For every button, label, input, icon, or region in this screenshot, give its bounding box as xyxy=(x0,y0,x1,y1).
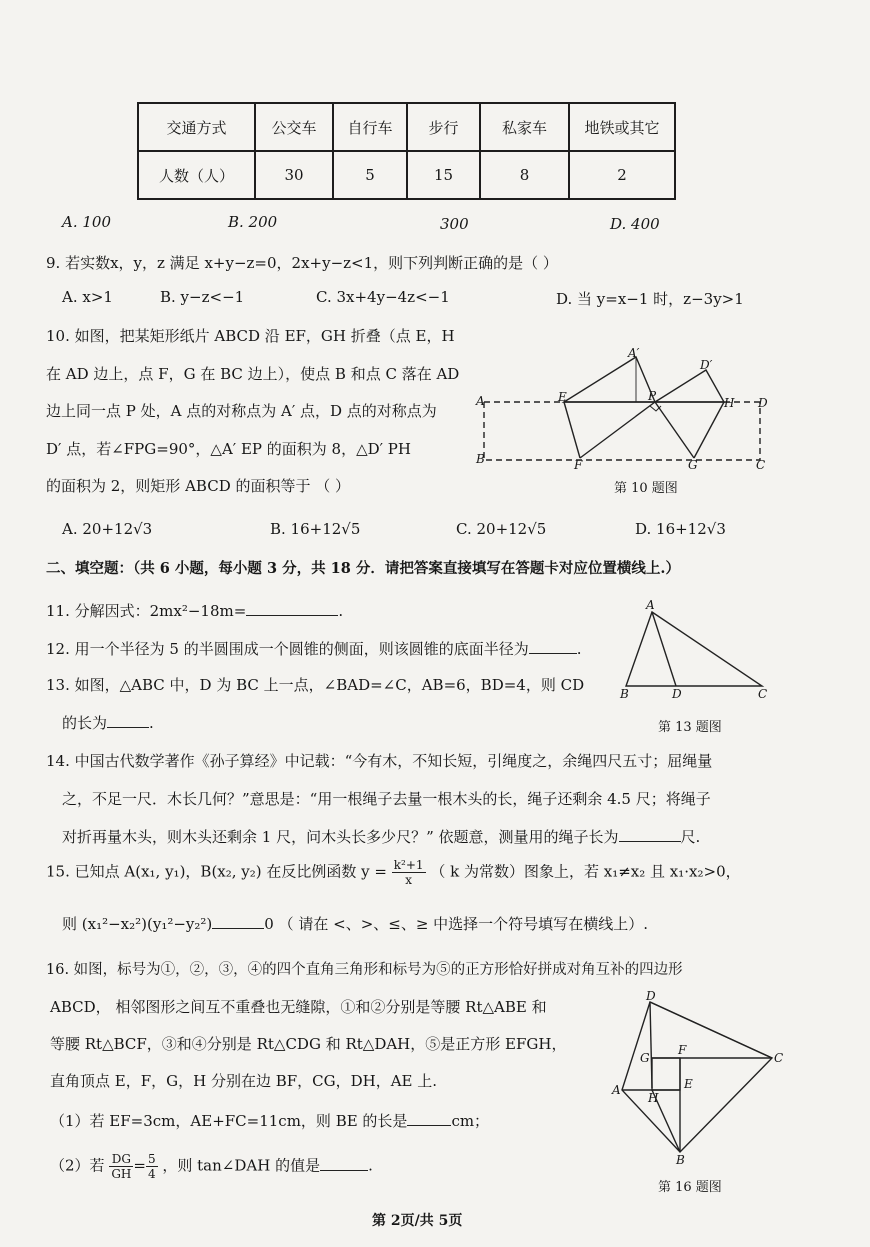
answer-blank xyxy=(529,639,577,654)
q15-fraction xyxy=(392,858,426,887)
table-cell: 交通方式 xyxy=(138,103,255,151)
fig10-label-a1: A′ xyxy=(628,346,640,360)
fig16-label-a: A xyxy=(612,1083,621,1097)
fig10-label-h: H xyxy=(724,396,735,410)
section-heading: 二、填空题：（共 6 小题，每小题 3 分，共 18 分．请把答案直接填写在答题卡对应位置横线上.） xyxy=(46,560,680,577)
fig16-label-b: B xyxy=(676,1153,685,1167)
q14-line: 之，不足一尺．木长几何？”意思是：“用一根绳子去量一根木头的长，绳子还剩余 4.5 尺；将绳子 xyxy=(62,790,711,808)
q14-unit: 尺. xyxy=(680,828,701,846)
table-cell: 私家车 xyxy=(480,103,569,151)
answer-blank xyxy=(407,1111,451,1126)
answer-blank xyxy=(320,1156,368,1171)
answer-blank xyxy=(107,713,149,728)
fig10-label-b: B xyxy=(476,452,485,466)
table-cell: 地铁或其它 xyxy=(569,103,675,151)
q16-figure xyxy=(600,990,790,1170)
q16-sub1-text: （1）若 EF=3cm，AE+FC=11cm，则 BE 的长是 xyxy=(50,1112,408,1130)
q13-text: 的长为 xyxy=(62,714,108,732)
q16-sub1 xyxy=(50,1110,489,1131)
q13-figure xyxy=(614,598,774,708)
q16-line: 16. 如图，标号为①，②，③，④的四个直角三角形和标号为⑤的正方形恰好拼成对角互补的四边形 xyxy=(46,962,683,978)
fraction-numerator: 5 xyxy=(147,1152,156,1166)
q15-text-d: 0 （ 请在 <、>、≤、≥ 中选择一个符号填写在横线上）. xyxy=(264,915,648,933)
q16-line: 直角顶点 E，F，G，H 分别在边 BF，CG，DH，AE 上. xyxy=(50,1072,438,1090)
table-cell: 步行 xyxy=(407,103,480,151)
fraction-numerator: DG xyxy=(109,1152,133,1167)
q16-sub2-text-b: ，则 tan∠DAH 的值是 xyxy=(162,1156,321,1175)
fig13-label-a: A xyxy=(646,598,655,612)
fig10-label-p: P xyxy=(648,389,657,403)
transport-table xyxy=(137,102,676,200)
q16-figure-caption: 第 16 题图 xyxy=(658,1180,722,1195)
fraction-numerator: k²+1 xyxy=(393,858,424,872)
q10-line: 边上同一点 P 处，A 点的对称点为 A′ 点，D 点的对称点为 xyxy=(46,402,437,420)
fig16-label-f: F xyxy=(678,1043,687,1057)
table-cell: 人数（人） xyxy=(138,151,255,199)
q10-option-d: D. 16+12√3 xyxy=(635,520,726,538)
table-row xyxy=(138,151,675,199)
fraction-denominator: GH xyxy=(111,1167,132,1181)
table-cell: 公交车 xyxy=(255,103,333,151)
q10-line: D′ 点，若∠FPG=90°，△A′ EP 的面积为 8，△D′ PH xyxy=(46,440,411,458)
page-number: 第 2页/共 5页 xyxy=(372,1213,463,1229)
fig13-label-d: D xyxy=(672,687,682,701)
fig16-label-h: H xyxy=(648,1091,659,1105)
table-cell: 2 xyxy=(569,151,675,199)
fig10-label-g: G xyxy=(688,458,698,472)
fig10-label-f: F xyxy=(574,458,583,472)
q9-option-a: A. x>1 xyxy=(62,288,113,306)
q10-line: 在 AD 边上，点 F，G 在 BC 边上），使点 B 和点 C 落在 AD xyxy=(46,365,460,383)
q11-text: 11. 分解因式：2mx²−18m= xyxy=(46,602,247,620)
fig16-label-d: D xyxy=(646,990,656,1003)
table-cell: 自行车 xyxy=(333,103,407,151)
q10-figure xyxy=(470,345,770,495)
q8-option-b: B. 200 xyxy=(228,213,278,231)
fig16-label-e: E xyxy=(684,1077,693,1091)
equals-sign: = xyxy=(133,1156,146,1175)
q16-sub2-text: （2）若 xyxy=(50,1156,105,1175)
table-cell: 15 xyxy=(407,151,480,199)
fig13-label-b: B xyxy=(620,687,629,701)
answer-blank xyxy=(212,914,264,929)
q10-option-a: A. 20+12√3 xyxy=(62,520,153,538)
q10-figure-caption: 第 10 题图 xyxy=(614,481,678,496)
q10-option-b: B. 16+12√5 xyxy=(270,520,361,538)
q13-figure-caption: 第 13 题图 xyxy=(658,720,722,735)
q15-text-b: （ k 为常数）图象上，若 x₁≠x₂ 且 x₁·x₂>0， xyxy=(430,862,741,881)
q8-option-a: A. 100 xyxy=(62,213,111,231)
q15-text-a: 15. 已知点 A(x₁, y₁)，B(x₂, y₂) 在反比例函数 y = xyxy=(46,862,387,881)
q16-sub1-unit: cm； xyxy=(451,1112,490,1130)
q14-text: 对折再量木头，则木头还剩余 1 尺，问木头长多少尺？” 依题意，测量用的绳子长为 xyxy=(62,828,619,846)
q10-line: 的面积为 2，则矩形 ABCD 的面积等于 （ ） xyxy=(46,477,351,495)
fraction-denominator: 4 xyxy=(147,1167,156,1181)
fig10-label-d: D xyxy=(758,396,768,410)
q9-option-c: C. 3x+4y−4z<−1 xyxy=(316,288,450,306)
q10-option-c: C. 20+12√5 xyxy=(456,520,547,538)
q16-fraction xyxy=(146,1152,158,1181)
q15-line2 xyxy=(62,913,648,934)
q8-option-d: D. 400 xyxy=(610,215,660,233)
q9-option-b: B. y−z<−1 xyxy=(160,288,245,306)
q16-sub2-end: . xyxy=(368,1156,373,1175)
q8-option-c: 300 xyxy=(440,215,469,233)
q13-line1: 13. 如图，△ABC 中，D 为 BC 上一点，∠BAD=∠C，AB=6，BD=4，则 CD xyxy=(46,676,585,694)
fraction-denominator: x xyxy=(405,873,413,887)
table-cell: 30 xyxy=(255,151,333,199)
q9-option-d: D. 当 y=x−1 时，z−3y>1 xyxy=(556,290,744,308)
q12-stem: 12. 用一个半径为 5 的半圆围成一个圆锥的侧面，则该圆锥的底面半径为 . xyxy=(46,640,582,658)
fig16-label-g: G xyxy=(640,1051,650,1065)
q14-line3 xyxy=(62,826,700,847)
answer-blank xyxy=(619,827,681,842)
table-row xyxy=(138,103,675,151)
fig10-label-c: C xyxy=(756,458,766,472)
q16-line: 等腰 Rt△BCF，③和④分别是 Rt△CDG 和 Rt△DAH，⑤是正方形 EFGH， xyxy=(50,1035,567,1053)
answer-blank xyxy=(246,601,338,616)
q12-text: 12. 用一个半径为 5 的半圆围成一个圆锥的侧面，则该圆锥的底面半径为 xyxy=(46,640,529,658)
fig16-label-c: C xyxy=(774,1051,784,1065)
fig10-label-d1: D′ xyxy=(700,358,713,372)
q14-line: 14. 中国古代数学著作《孙子算经》中记载：“今有木，不知长短，引绳度之，余绳四尺五寸；屈绳量 xyxy=(46,752,713,770)
fig13-label-c: C xyxy=(758,687,768,701)
table-cell: 8 xyxy=(480,151,569,199)
q16-fraction xyxy=(109,1152,133,1181)
q16-line: ABCD， 相邻图形之间互不重叠也无缝隙，①和②分别是等腰 Rt△ABE 和 xyxy=(50,998,547,1016)
q15-line1 xyxy=(46,858,741,887)
table-cell: 5 xyxy=(333,151,407,199)
fig10-label-a: A xyxy=(476,394,485,408)
q10-line: 10. 如图，把某矩形纸片 ABCD 沿 EF，GH 折叠（点 E，H xyxy=(46,327,455,345)
q15-text-c: 则 (x₁²−x₂²)(y₁²−y₂²) xyxy=(62,915,213,933)
q11-stem: 11. 分解因式：2mx²−18m= . xyxy=(46,602,344,620)
q13-line2: 的长为 . xyxy=(62,714,154,732)
q9-stem: 9. 若实数x，y，z 满足 x+y−z=0，2x+y−z<1，则下列判断正确的是（ ） xyxy=(46,254,558,272)
fig10-label-e: E xyxy=(558,390,567,404)
q16-sub2 xyxy=(50,1152,373,1181)
